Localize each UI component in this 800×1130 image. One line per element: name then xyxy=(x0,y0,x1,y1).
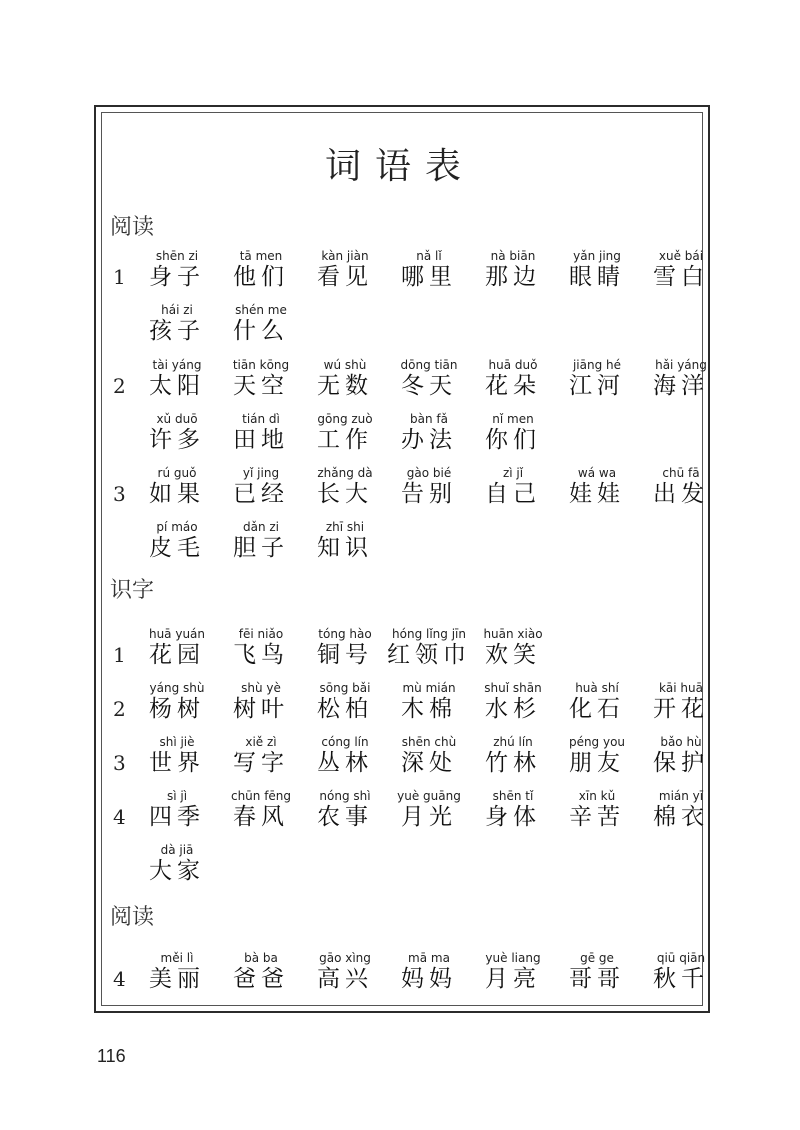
pinyin-text: bǎo hù xyxy=(660,735,702,749)
pinyin-text: huā duǒ xyxy=(488,358,538,372)
pinyin-text: yáng shù xyxy=(149,681,205,695)
pinyin-text: zhú lín xyxy=(493,735,533,749)
vocabulary-word xyxy=(639,789,723,831)
hanzi-text: 无数 xyxy=(317,373,373,399)
vocabulary-word xyxy=(219,249,303,291)
hanzi-text: 皮毛 xyxy=(149,535,205,561)
pinyin-text: tā men xyxy=(239,249,283,263)
vocabulary-word xyxy=(471,789,555,831)
pinyin-text: shù yè xyxy=(241,681,281,695)
pinyin-text: yuè liang xyxy=(485,951,541,965)
vocabulary-word xyxy=(219,789,303,831)
hanzi-text: 身体 xyxy=(485,804,541,830)
lesson-number: 4 xyxy=(113,967,126,991)
hanzi-text: 许多 xyxy=(149,427,205,453)
vocabulary-word xyxy=(303,358,387,400)
pinyin-text: shuǐ shān xyxy=(484,681,542,695)
vocabulary-word xyxy=(303,951,387,993)
vocabulary-word xyxy=(219,412,303,454)
vocabulary-word xyxy=(219,303,303,345)
vocabulary-word xyxy=(135,412,219,454)
pinyin-text: bà ba xyxy=(244,951,278,965)
pinyin-text: wú shù xyxy=(323,358,367,372)
vocabulary-word xyxy=(555,789,639,831)
hanzi-text: 长大 xyxy=(317,481,373,507)
pinyin-text: wá wa xyxy=(577,466,617,480)
pinyin-text: tián dì xyxy=(242,412,280,426)
hanzi-text: 开花 xyxy=(653,696,709,722)
pinyin-text: qiū qiān xyxy=(656,951,706,965)
vocabulary-word xyxy=(639,735,723,777)
vocabulary-word xyxy=(471,951,555,993)
pinyin-text: zhī shi xyxy=(325,520,365,534)
hanzi-text: 美丽 xyxy=(149,966,205,992)
hanzi-text: 田地 xyxy=(233,427,289,453)
hanzi-text: 眼睛 xyxy=(569,264,625,290)
hanzi-text: 棉衣 xyxy=(653,804,709,830)
hanzi-text: 出发 xyxy=(653,481,709,507)
vocabulary-word xyxy=(555,249,639,291)
hanzi-text: 秋千 xyxy=(653,966,709,992)
vocabulary-word xyxy=(303,681,387,723)
vocabulary-word xyxy=(303,735,387,777)
vocabulary-word xyxy=(387,681,471,723)
pinyin-text: gào bié xyxy=(406,466,452,480)
vocabulary-word xyxy=(303,520,387,562)
hanzi-text: 保护 xyxy=(653,750,709,776)
pinyin-text: yuè guāng xyxy=(397,789,461,803)
hanzi-text: 哪里 xyxy=(401,264,457,290)
hanzi-text: 杨树 xyxy=(149,696,205,722)
vocabulary-word xyxy=(639,249,723,291)
vocabulary-word xyxy=(303,249,387,291)
hanzi-text: 高兴 xyxy=(317,966,373,992)
pinyin-text: bàn fǎ xyxy=(410,412,448,426)
section-heading: 阅读 xyxy=(110,215,155,240)
vocabulary-word xyxy=(471,358,555,400)
vocabulary-word xyxy=(387,249,471,291)
hanzi-text: 他们 xyxy=(233,264,289,290)
hanzi-text: 农事 xyxy=(317,804,373,830)
vocabulary-word xyxy=(555,466,639,508)
lesson-number: 4 xyxy=(113,805,126,829)
page-title: 词语表 xyxy=(324,146,475,187)
vocabulary-word xyxy=(135,466,219,508)
hanzi-text: 孩子 xyxy=(149,318,205,344)
pinyin-text: zhǎng dà xyxy=(317,466,373,480)
hanzi-text: 太阳 xyxy=(149,373,205,399)
vocabulary-word xyxy=(135,843,219,885)
vocabulary-word xyxy=(303,466,387,508)
vocabulary-word xyxy=(387,627,471,669)
vocabulary-word xyxy=(387,412,471,454)
lesson-number: 2 xyxy=(113,374,126,398)
vocabulary-word xyxy=(135,627,219,669)
hanzi-text: 那边 xyxy=(485,264,541,290)
pinyin-text: sì jì xyxy=(166,789,188,803)
vocabulary-word xyxy=(639,681,723,723)
vocabulary-word xyxy=(219,520,303,562)
vocabulary-word xyxy=(387,951,471,993)
hanzi-text: 丛林 xyxy=(317,750,373,776)
hanzi-text: 雪白 xyxy=(653,264,709,290)
lesson-number: 1 xyxy=(113,643,126,667)
hanzi-text: 红领巾 xyxy=(387,642,471,668)
hanzi-text: 木棉 xyxy=(401,696,457,722)
vocabulary-word xyxy=(135,358,219,400)
hanzi-text: 月光 xyxy=(401,804,457,830)
vocabulary-word xyxy=(219,627,303,669)
hanzi-text: 看见 xyxy=(317,264,373,290)
lesson-number: 3 xyxy=(113,482,126,506)
pinyin-text: gāo xìng xyxy=(319,951,371,965)
hanzi-text: 花朵 xyxy=(485,373,541,399)
hanzi-text: 世界 xyxy=(149,750,205,776)
hanzi-text: 飞鸟 xyxy=(233,642,289,668)
pinyin-text: gōng zuò xyxy=(317,412,373,426)
hanzi-text: 什么 xyxy=(233,318,289,344)
hanzi-text: 冬天 xyxy=(401,373,457,399)
hanzi-text: 深处 xyxy=(401,750,457,776)
pinyin-text: pí máo xyxy=(156,520,198,534)
vocabulary-word xyxy=(471,249,555,291)
hanzi-text: 写字 xyxy=(233,750,289,776)
vocabulary-word xyxy=(555,951,639,993)
pinyin-text: kāi huā xyxy=(658,681,703,695)
pinyin-text: mā ma xyxy=(408,951,450,965)
vocabulary-word xyxy=(135,303,219,345)
vocabulary-word xyxy=(219,358,303,400)
pinyin-text: huā yuán xyxy=(148,627,206,641)
vocabulary-word xyxy=(555,735,639,777)
vocabulary-word xyxy=(387,466,471,508)
vocabulary-word xyxy=(219,951,303,993)
section-heading: 识字 xyxy=(110,578,155,603)
pinyin-text: dà jiā xyxy=(160,843,194,857)
pinyin-text: péng you xyxy=(568,735,626,749)
hanzi-text: 江河 xyxy=(569,373,625,399)
pinyin-text: chū fā xyxy=(662,466,700,480)
vocabulary-word xyxy=(135,249,219,291)
vocabulary-word xyxy=(639,466,723,508)
vocabulary-word xyxy=(471,735,555,777)
pinyin-text: sōng bǎi xyxy=(319,681,371,695)
vocabulary-word xyxy=(387,358,471,400)
vocabulary-word xyxy=(303,789,387,831)
pinyin-text: cóng lín xyxy=(321,735,369,749)
vocabulary-word xyxy=(387,735,471,777)
vocabulary-word xyxy=(471,466,555,508)
vocabulary-word xyxy=(471,412,555,454)
vocabulary-word xyxy=(639,951,723,993)
pinyin-text: gē ge xyxy=(580,951,614,965)
pinyin-text: xǔ duō xyxy=(156,412,198,426)
hanzi-text: 天空 xyxy=(233,373,289,399)
hanzi-text: 已经 xyxy=(233,481,289,507)
hanzi-text: 妈妈 xyxy=(401,966,457,992)
hanzi-text: 水杉 xyxy=(485,696,541,722)
section-heading: 阅读 xyxy=(110,905,155,930)
hanzi-text: 办法 xyxy=(401,427,457,453)
vocabulary-word xyxy=(219,735,303,777)
pinyin-text: tiān kōng xyxy=(232,358,290,372)
pinyin-text: hóng lǐng jīn xyxy=(392,627,466,641)
vocabulary-word xyxy=(387,789,471,831)
pinyin-text: xiě zì xyxy=(245,735,277,749)
pinyin-text: yǎn jing xyxy=(573,249,621,263)
pinyin-text: xīn kǔ xyxy=(578,789,616,803)
vocabulary-word xyxy=(135,789,219,831)
hanzi-text: 哥哥 xyxy=(569,966,625,992)
hanzi-text: 竹林 xyxy=(485,750,541,776)
lesson-number: 1 xyxy=(113,265,126,289)
pinyin-text: shēn tǐ xyxy=(492,789,534,803)
hanzi-text: 知识 xyxy=(317,535,373,561)
vocabulary-word xyxy=(219,466,303,508)
pinyin-text: mián yī xyxy=(658,789,704,803)
pinyin-text: tóng hào xyxy=(318,627,372,641)
vocabulary-word xyxy=(639,358,723,400)
pinyin-text: shén me xyxy=(235,303,287,317)
pinyin-text: chūn fēng xyxy=(230,789,292,803)
hanzi-text: 大家 xyxy=(149,858,205,884)
pinyin-text: měi lì xyxy=(160,951,194,965)
hanzi-text: 春风 xyxy=(233,804,289,830)
hanzi-text: 辛苦 xyxy=(569,804,625,830)
hanzi-text: 树叶 xyxy=(233,696,289,722)
pinyin-text: fēi niǎo xyxy=(238,627,284,641)
pinyin-text: xuě bái xyxy=(658,249,704,263)
vocabulary-word xyxy=(135,735,219,777)
hanzi-text: 你们 xyxy=(485,427,541,453)
vocabulary-word xyxy=(219,681,303,723)
pinyin-text: kàn jiàn xyxy=(321,249,369,263)
pinyin-text: shēn zi xyxy=(155,249,199,263)
pinyin-text: rú guǒ xyxy=(157,466,197,480)
vocabulary-word xyxy=(471,627,555,669)
pinyin-text: mù mián xyxy=(402,681,456,695)
hanzi-text: 花园 xyxy=(149,642,205,668)
pinyin-text: hǎi yáng xyxy=(655,358,707,372)
lesson-number: 2 xyxy=(113,697,126,721)
hanzi-text: 松柏 xyxy=(317,696,373,722)
pinyin-text: zì jǐ xyxy=(502,466,524,480)
hanzi-text: 爸爸 xyxy=(233,966,289,992)
hanzi-text: 四季 xyxy=(149,804,205,830)
pinyin-text: dǎn zi xyxy=(242,520,280,534)
pinyin-text: nǎ lǐ xyxy=(416,249,442,263)
vocabulary-word xyxy=(471,681,555,723)
hanzi-text: 化石 xyxy=(569,696,625,722)
pinyin-text: jiāng hé xyxy=(572,358,622,372)
vocabulary-word xyxy=(135,951,219,993)
vocabulary-word xyxy=(555,358,639,400)
hanzi-text: 告别 xyxy=(401,481,457,507)
pinyin-text: tài yáng xyxy=(152,358,202,372)
pinyin-text: shì jiè xyxy=(159,735,195,749)
hanzi-text: 海洋 xyxy=(653,373,709,399)
pinyin-text: nóng shì xyxy=(319,789,371,803)
hanzi-text: 胆子 xyxy=(233,535,289,561)
pinyin-text: dōng tiān xyxy=(400,358,458,372)
pinyin-text: yǐ jing xyxy=(242,466,280,480)
vocabulary-word xyxy=(135,681,219,723)
pinyin-text: nà biān xyxy=(490,249,536,263)
vocabulary-word xyxy=(303,627,387,669)
hanzi-text: 朋友 xyxy=(569,750,625,776)
hanzi-text: 如果 xyxy=(149,481,205,507)
lesson-number: 3 xyxy=(113,751,126,775)
page-number: 116 xyxy=(97,1046,126,1066)
pinyin-text: hái zi xyxy=(161,303,193,317)
vocabulary-word xyxy=(303,412,387,454)
hanzi-text: 娃娃 xyxy=(569,481,625,507)
pinyin-text: nǐ men xyxy=(492,412,534,426)
hanzi-text: 身子 xyxy=(149,264,205,290)
pinyin-text: huān xiào xyxy=(483,627,543,641)
pinyin-text: shēn chù xyxy=(401,735,457,749)
vocabulary-word xyxy=(555,681,639,723)
hanzi-text: 自己 xyxy=(485,481,541,507)
hanzi-text: 月亮 xyxy=(485,966,541,992)
vocabulary-word xyxy=(135,520,219,562)
hanzi-text: 工作 xyxy=(317,427,373,453)
hanzi-text: 铜号 xyxy=(317,642,373,668)
pinyin-text: huà shí xyxy=(575,681,619,695)
hanzi-text: 欢笑 xyxy=(485,642,541,668)
